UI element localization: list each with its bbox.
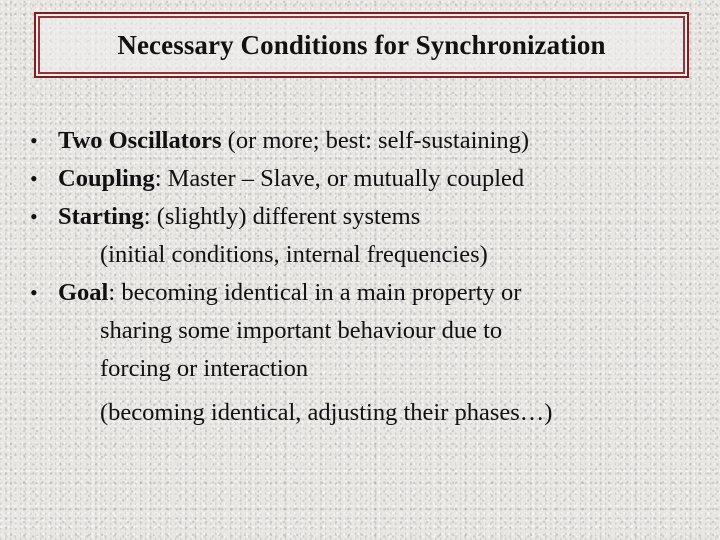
bullet-text: (or more; best: self-sustaining): [227, 127, 530, 154]
continuation-line: (initial conditions, internal frequencies): [100, 241, 488, 268]
bullet-icon: •: [30, 204, 38, 229]
bullet-separator: :: [143, 203, 157, 230]
bullet-icon: •: [30, 166, 38, 191]
bullet-item-goal: [30, 274, 710, 312]
bullet-item-coupling: [30, 160, 710, 198]
continuation-line: forcing or interaction: [100, 355, 309, 382]
bullet-term: Two Oscillators: [58, 127, 222, 154]
title-box: [34, 12, 689, 78]
bullet-icon: •: [30, 128, 38, 153]
bullet-term: Coupling: [58, 165, 155, 192]
continuation-line: sharing some important behaviour due to: [100, 317, 503, 344]
continuation-line: (becoming identical, adjusting their phases…): [100, 399, 553, 426]
slide-title: Necessary Conditions for Synchronization: [117, 29, 606, 60]
bullet-list: [30, 122, 710, 432]
bullet-separator: :: [108, 279, 122, 306]
bullet-text: (slightly) different systems: [156, 203, 421, 230]
bullet-item-starting: [30, 198, 710, 236]
bullet-text: becoming identical in a main property or: [121, 279, 522, 306]
bullet-term: Goal: [58, 279, 109, 306]
bullet-icon: •: [30, 280, 38, 305]
bullet-text: Master – Slave, or mutually coupled: [167, 165, 525, 192]
bullet-separator: :: [154, 165, 168, 192]
bullet-term: Starting: [58, 203, 144, 230]
bullet-item-oscillators: [30, 122, 710, 160]
